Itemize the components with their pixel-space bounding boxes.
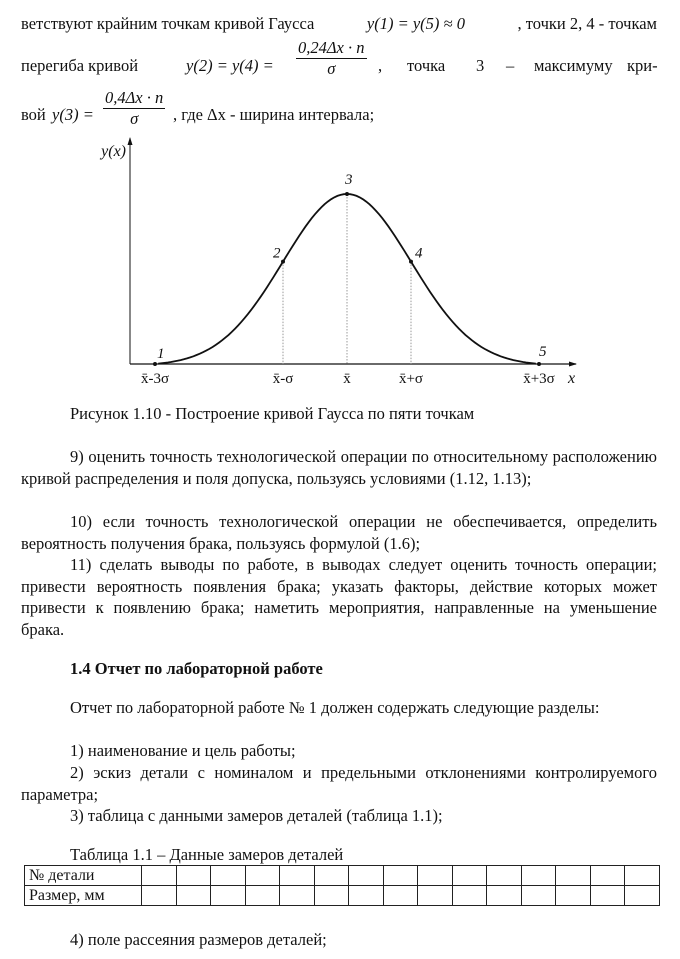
table-cell <box>142 866 177 886</box>
point-label: 2 <box>273 245 281 262</box>
formula-y1-y5: y(1) = y(5) ≈ 0 <box>366 14 465 33</box>
table-cell <box>452 886 487 906</box>
curve-point <box>153 362 157 366</box>
table-cell <box>487 886 522 906</box>
table-cell <box>418 866 453 886</box>
section-intro: Отчет по лабораторной работе № 1 должен содержать следующие разделы: <box>70 698 600 717</box>
point-label: 4 <box>415 245 423 262</box>
table-row <box>25 886 660 906</box>
figure-caption: Рисунок 1.10 - Построение кривой Гаусса по пяти точкам <box>70 404 475 423</box>
fraction-numerator: 0,4Δx · n <box>105 88 164 107</box>
fraction-numerator: 0,24Δx · n <box>298 38 365 57</box>
table-row <box>25 866 660 886</box>
table-cell <box>176 886 211 906</box>
step-10: 10) если точность технологической операции не обеспечивается, определить вероятность получения брака, пользуясь формулой (1.6); <box>21 512 657 553</box>
table-caption: Таблица 1.1 – Данные замеров деталей <box>70 845 344 864</box>
table-cell <box>521 866 556 886</box>
table-cell <box>418 886 453 906</box>
step-11: 11) сделать выводы по работе, в выводах следует оценить точность операции; привести вероятность появления брака; указать факторы, действие которых может привести к появлению брака; наметить мероприятия, направленные на уменьшение брака. <box>21 555 657 639</box>
row-header: Размер, мм <box>25 886 142 906</box>
step-9: 9) оценить точность технологической операции по относительному расположению кривой распределения и поля допуска, пользуясь условиями (1.12, 1.13); <box>21 447 657 488</box>
table-cell <box>383 866 418 886</box>
table-cell <box>349 886 384 906</box>
report-item-3: 3) таблица с данными замеров деталей (таблица 1.1); <box>70 806 443 825</box>
text-fragment: , где Δx - ширина интервала; <box>173 105 375 124</box>
curve-point <box>281 260 285 264</box>
x-tick-label: x̄-σ <box>272 371 294 387</box>
row-header: № детали <box>25 866 142 886</box>
gauss-curve-chart <box>0 0 680 400</box>
table-cell <box>625 866 660 886</box>
table-cell <box>590 866 625 886</box>
text-fragment: перегиба кривой <box>21 56 139 75</box>
x-tick-label: x̄-3σ <box>140 371 170 387</box>
point-label: 5 <box>539 344 547 360</box>
report-item-4: 4) поле рассеяния размеров деталей; <box>70 930 327 949</box>
x-tick-label: x̄ <box>343 371 351 387</box>
text-fragment: ветствуют крайним точкам кривой Гаусса <box>21 14 315 33</box>
text-fragment: максимуму <box>534 56 613 75</box>
curve-point <box>409 260 413 264</box>
y-axis-label: y(x) <box>101 143 126 160</box>
point-label: 3 <box>345 172 353 188</box>
text-fragment: 3 <box>476 56 485 75</box>
table-cell <box>245 866 280 886</box>
measurements-table <box>24 865 660 906</box>
x-tick-label: x̄+3σ <box>523 371 555 387</box>
table-cell <box>314 866 349 886</box>
table-cell <box>521 886 556 906</box>
section-heading: 1.4 Отчет по лабораторной работе <box>70 659 323 678</box>
formula-y3-lhs: y(3) = <box>52 105 94 124</box>
table-cell <box>176 866 211 886</box>
text-fragment: вой <box>21 105 46 124</box>
table-cell <box>487 866 522 886</box>
text-fragment: , <box>378 56 383 75</box>
table-cell <box>314 886 349 906</box>
table-cell <box>349 866 384 886</box>
fraction-denominator: σ <box>327 59 336 78</box>
formula-y2-y4-lhs: y(2) = y(4) = <box>186 56 274 75</box>
table-cell <box>556 866 591 886</box>
table-cell <box>142 886 177 906</box>
curve-point <box>345 192 349 196</box>
report-item-1: 1) наименование и цель работы; <box>70 741 296 760</box>
table-cell <box>590 886 625 906</box>
x-tick-label: x̄+σ <box>398 371 424 387</box>
x-axis-label: x <box>568 370 576 387</box>
point-label: 1 <box>157 346 165 362</box>
table-cell <box>556 886 591 906</box>
table-cell <box>280 866 315 886</box>
table-cell <box>211 866 246 886</box>
text-fragment: , точки 2, 4 - точкам <box>517 14 657 33</box>
report-item-2: 2) эскиз детали с номиналом и предельными отклонениями контролируемого параметра; <box>21 763 657 804</box>
table-cell <box>211 886 246 906</box>
table-cell <box>280 886 315 906</box>
table-cell <box>452 866 487 886</box>
table-cell <box>383 886 418 906</box>
curve-point <box>537 362 541 366</box>
table-cell <box>625 886 660 906</box>
text-fragment: кри- <box>627 56 658 75</box>
text-fragment: – <box>506 56 515 75</box>
text-fragment: точка <box>407 56 446 75</box>
fraction-denominator: σ <box>130 109 139 128</box>
table-cell <box>245 886 280 906</box>
